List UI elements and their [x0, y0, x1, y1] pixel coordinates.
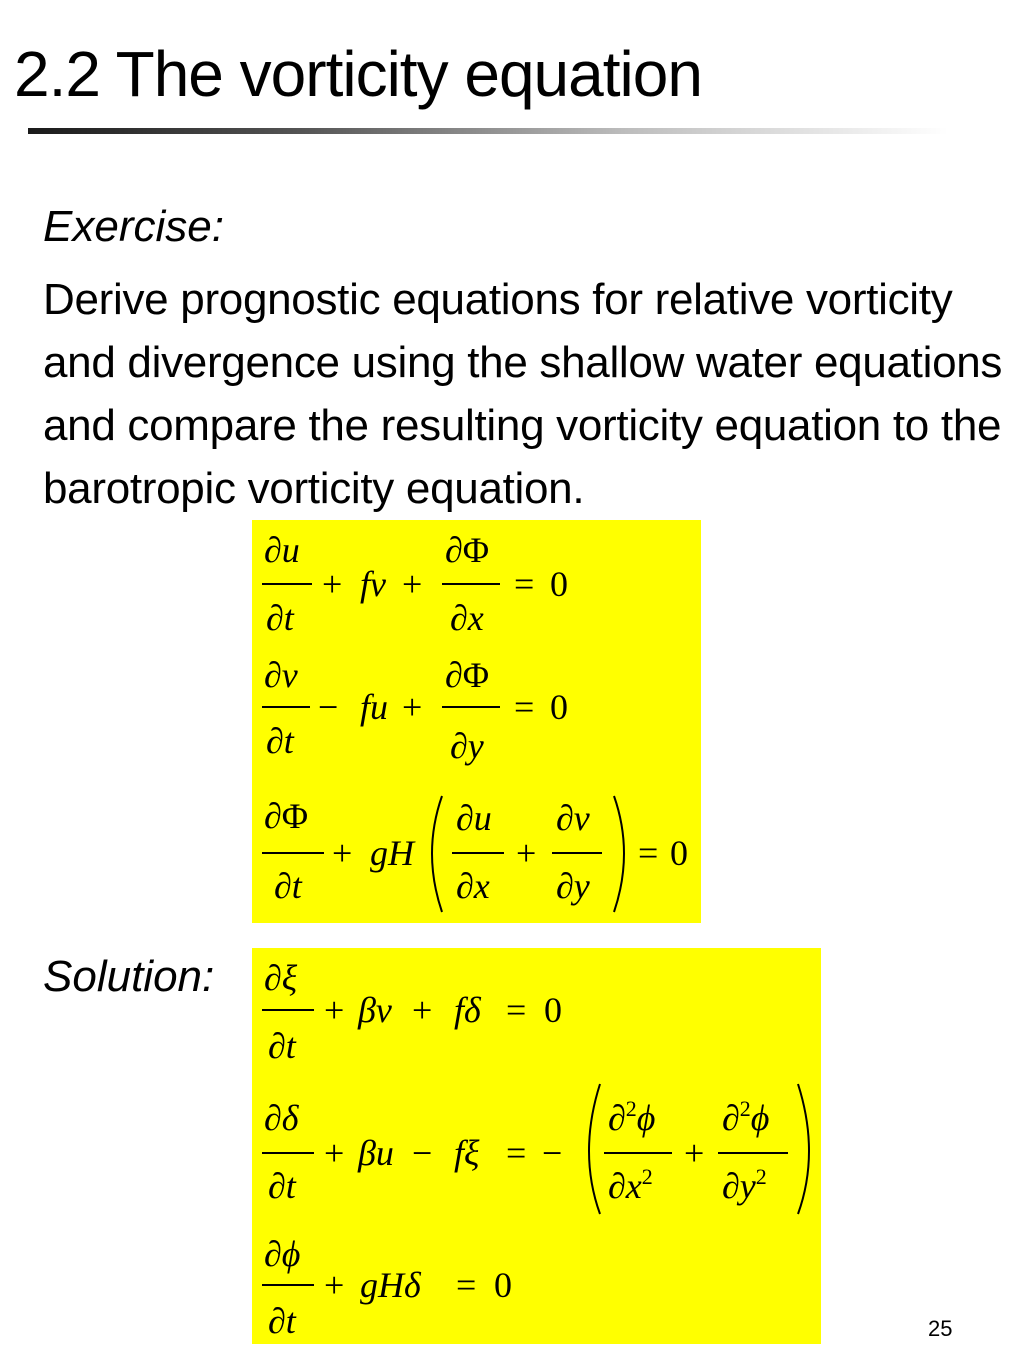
- solution-label: Solution:: [43, 952, 215, 1001]
- svg-text:+: +: [324, 1265, 345, 1305]
- svg-text:−: −: [318, 687, 339, 727]
- svg-text:+: +: [332, 833, 353, 873]
- svg-text:+: +: [684, 1133, 705, 1173]
- svg-text:∂2ϕ: ∂$^2$ϕ: [722, 1096, 770, 1138]
- title-underline: [28, 128, 948, 134]
- svg-text:0: 0: [544, 990, 562, 1030]
- svg-text:=: =: [514, 687, 535, 727]
- svg-text:∂t: ∂t: [266, 598, 294, 638]
- svg-text:∂δ: ∂δ: [264, 1098, 299, 1138]
- svg-text:βv: βv: [358, 990, 392, 1030]
- solution-equation-continuity: [262, 1234, 512, 1341]
- svg-text:+: +: [516, 833, 537, 873]
- solution-equation-vorticity: [262, 958, 562, 1066]
- svg-text:∂x2: $\partial x^2$: [608, 1164, 653, 1206]
- svg-text:fδ: fδ: [454, 990, 481, 1030]
- svg-text:∂y2: $\partial y^2$: [722, 1164, 767, 1206]
- solution-equation-divergence: [262, 1084, 809, 1214]
- svg-text:fξ: fξ: [454, 1133, 480, 1173]
- svg-text:∂u: ∂u: [456, 798, 492, 838]
- page-number: 25: [928, 1316, 953, 1341]
- svg-text:0: 0: [494, 1265, 512, 1305]
- slide-title: 2.2 The vorticity equation: [14, 38, 702, 110]
- solution-equations-box: [252, 948, 821, 1344]
- svg-text:=: =: [506, 1133, 527, 1173]
- svg-text:∂x: ∂x: [450, 598, 484, 638]
- svg-text:−: −: [542, 1133, 563, 1173]
- svg-text:=: =: [456, 1265, 477, 1305]
- svg-text:∂2ϕ: ∂$^2$ϕ: [608, 1096, 656, 1138]
- svg-text:0: 0: [550, 687, 568, 727]
- shallow-water-equations-box: [252, 520, 701, 923]
- svg-text:∂t: ∂t: [274, 866, 302, 906]
- shallow-water-equation-2: [262, 655, 568, 766]
- svg-text:+: +: [402, 564, 423, 604]
- svg-text:gHδ: gHδ: [360, 1265, 421, 1305]
- svg-text:+: +: [402, 687, 423, 727]
- svg-text:−: −: [412, 1133, 433, 1173]
- svg-text:+: +: [324, 990, 345, 1030]
- svg-text:∂x: ∂x: [456, 866, 490, 906]
- svg-text:=: =: [506, 990, 527, 1030]
- svg-text:∂t: ∂t: [266, 721, 294, 761]
- svg-text:∂ξ: ∂ξ: [264, 958, 298, 998]
- svg-text:=: =: [638, 833, 659, 873]
- svg-text:∂ϕ: ∂ϕ: [264, 1234, 301, 1274]
- svg-text:∂t: ∂t: [268, 1166, 296, 1206]
- svg-text:gH: gH: [370, 833, 414, 873]
- svg-text:+: +: [324, 1133, 345, 1173]
- svg-text:0: 0: [550, 564, 568, 604]
- svg-text:∂u: ∂u: [264, 530, 300, 570]
- svg-text:∂v: ∂v: [556, 798, 590, 838]
- svg-text:βu: βu: [358, 1133, 394, 1173]
- svg-text:fv: fv: [360, 564, 386, 604]
- shallow-water-equation-3: [262, 796, 688, 912]
- svg-text:∂y: ∂y: [556, 866, 590, 906]
- svg-text:∂t: ∂t: [268, 1301, 296, 1341]
- exercise-label: Exercise:: [43, 202, 224, 251]
- svg-text:fu: fu: [360, 687, 389, 727]
- exercise-text: Derive prognostic equations for relative vorticity and divergence using the shallow water equations and compare the resulting vorticity equation to the barotropic vorticity equation.: [43, 275, 1003, 513]
- svg-text:∂Φ: ∂Φ: [264, 796, 309, 836]
- shallow-water-equation-1: [262, 530, 568, 638]
- svg-text:0: 0: [670, 833, 688, 873]
- svg-text:∂Φ: ∂Φ: [445, 530, 490, 570]
- svg-text:∂v: ∂v: [264, 655, 298, 695]
- svg-text:∂y: ∂y: [450, 726, 484, 766]
- svg-text:=: =: [514, 564, 535, 604]
- svg-text:+: +: [412, 990, 433, 1030]
- svg-text:+: +: [322, 564, 343, 604]
- svg-text:∂t: ∂t: [268, 1026, 296, 1066]
- svg-text:∂Φ: ∂Φ: [445, 655, 490, 695]
